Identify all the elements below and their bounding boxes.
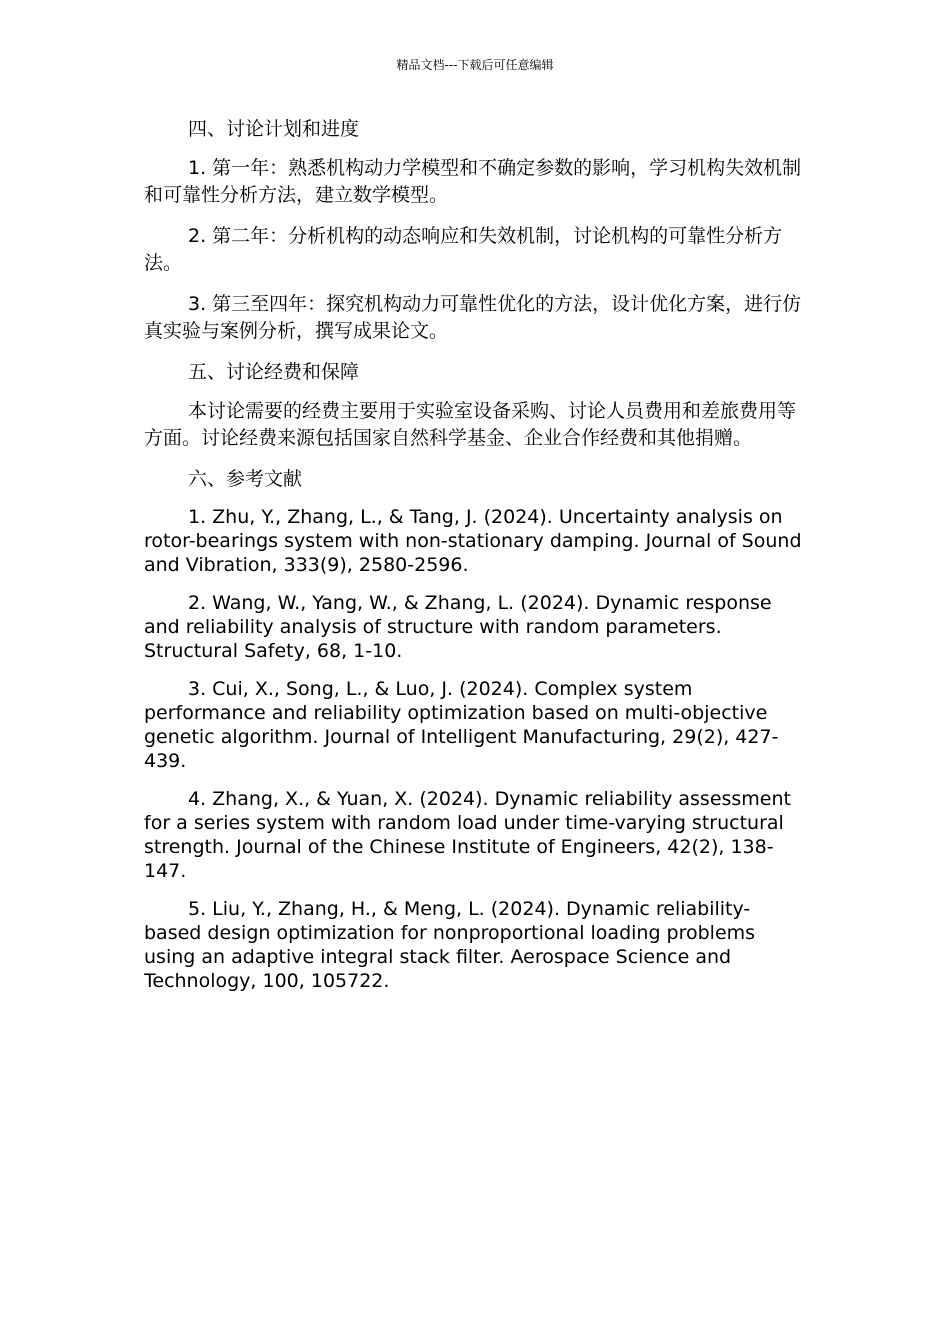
reference-item: 5. Liu, Y., Zhang, H., & Meng, L. (2024). Dynamic reliability-based design optimization for nonproportional loading problems using an adaptive integral stack filter. Aerospace Science and Technology, 100, 105722. — [144, 898, 756, 992]
plan-item-year-1: 1. 第一年：熟悉机构动力学模型和不确定参数的影响，学习机构失效机制和可靠性分析方法，建立数学模型。 — [144, 157, 802, 206]
reference-item: 1. Zhu, Y., Zhang, L., & Tang, J. (2024). Uncertainty analysis on rotor-bearings system with non-stationary damping. Journal of Sound and Vibration, 333(9), 2580-2596. — [144, 506, 802, 576]
reference-list — [144, 505, 804, 993]
reference-item: 4. Zhang, X., & Yuan, X. (2024). Dynamic reliability assessment for a series system with random load under time-varying structural strength. Journal of the Chinese Institute of Engineers, 42(2), 138-147. — [144, 788, 791, 882]
funding-paragraph: 本讨论需要的经费主要用于实验室设备采购、讨论人员费用和差旅费用等方面。讨论经费来源包括国家自然科学基金、企业合作经费和其他捐赠。 — [144, 400, 797, 449]
section-heading-references: 六、参考文献 — [188, 468, 303, 490]
section-heading-funding: 五、讨论经费和保障 — [188, 361, 360, 383]
document-body — [144, 116, 804, 1007]
section-heading-plan: 四、讨论计划和进度 — [188, 118, 360, 140]
reference-item: 2. Wang, W., Yang, W., & Zhang, L. (2024). Dynamic response and reliability analysis of structure with random parameters. Structural Safety, 68, 1-10. — [144, 592, 772, 662]
reference-item: 3. Cui, X., Song, L., & Luo, J. (2024). Complex system performance and reliability optimization based on multi-objective genetic algorithm. Journal of Intelligent Manufacturing, 29(2), 427-439. — [144, 678, 779, 772]
plan-item-year-2: 2. 第二年：分析机构的动态响应和失效机制，讨论机构的可靠性分析方法。 — [144, 225, 783, 274]
plan-item-year-3-4: 3. 第三至四年：探究机构动力可靠性优化的方法，设计优化方案，进行仿真实验与案例分析，撰写成果论文。 — [144, 293, 802, 342]
page-header: 精品文档---下载后可任意编辑 — [396, 58, 554, 72]
